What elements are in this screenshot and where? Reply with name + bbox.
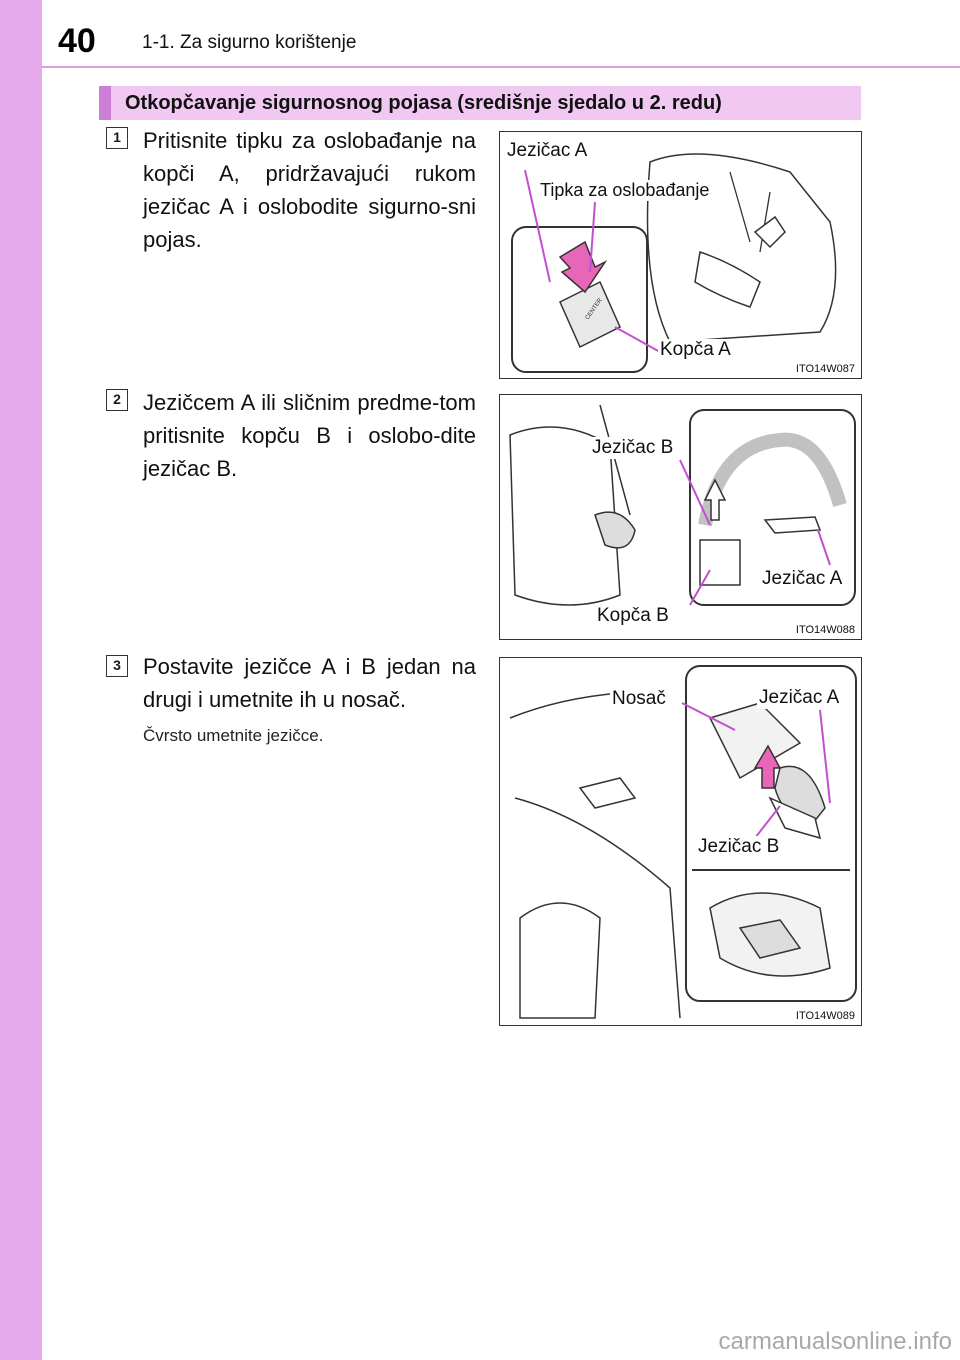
side-strip — [0, 0, 42, 1360]
page-number: 40 — [58, 22, 96, 60]
label-tipka-za-oslobadjanje: Tipka za oslobađanje — [540, 180, 710, 200]
label-nosac: Nosač — [612, 688, 666, 709]
step-text-1: Pritisnite tipku za oslobađanje na kopči A, pridržavajući rukom jezičac A i oslobodite sigurno-sni pojas. — [143, 128, 476, 252]
step-note-3: Čvrsto umetnite jezičce. — [143, 726, 324, 745]
label-kopca-a: Kopča A — [660, 339, 731, 360]
figure-store-tongues — [499, 657, 862, 1026]
label-jezicac-a: Jezičac A — [762, 568, 843, 589]
step-text-3: Postavite jezičce A i B jedan na drugi i umetnite ih u nosač. — [143, 654, 476, 712]
step-number-1: 1 — [106, 127, 128, 149]
figure-code: ITO14W087 — [795, 363, 855, 375]
section-title: Otkopčavanje sigurnosnog pojasa (središnje sjedalo u 2. redu) — [99, 86, 861, 120]
figure-3-illustration — [500, 658, 862, 1026]
figure-release-tongue-b — [499, 394, 862, 640]
figure-code: ITO14W089 — [795, 1010, 855, 1022]
header-rule — [42, 66, 960, 68]
step-text-2: Jezičcem A ili sličnim predme-tom pritisnite kopču B i oslobo-dite jezičac B. — [143, 390, 476, 481]
label-jezicac-b: Jezičac B — [592, 437, 674, 458]
figure-release-buckle-a — [499, 131, 862, 379]
label-jezicac-b: Jezičac B — [698, 836, 780, 857]
figure-code: ITO14W088 — [795, 624, 855, 636]
figure-2-illustration — [500, 395, 862, 640]
watermark: carmanualsonline.info — [718, 1328, 952, 1355]
label-jezicac-a: Jezičac A — [507, 140, 588, 161]
buckle-center-text: CENTER — [584, 297, 604, 322]
step-number-2: 2 — [106, 389, 128, 411]
chapter-title: 1-1. Za sigurno korištenje — [142, 32, 357, 53]
label-kopca-b: Kopča B — [597, 605, 669, 626]
step-number-3: 3 — [106, 655, 128, 677]
label-jezicac-a: Jezičac A — [759, 687, 840, 708]
